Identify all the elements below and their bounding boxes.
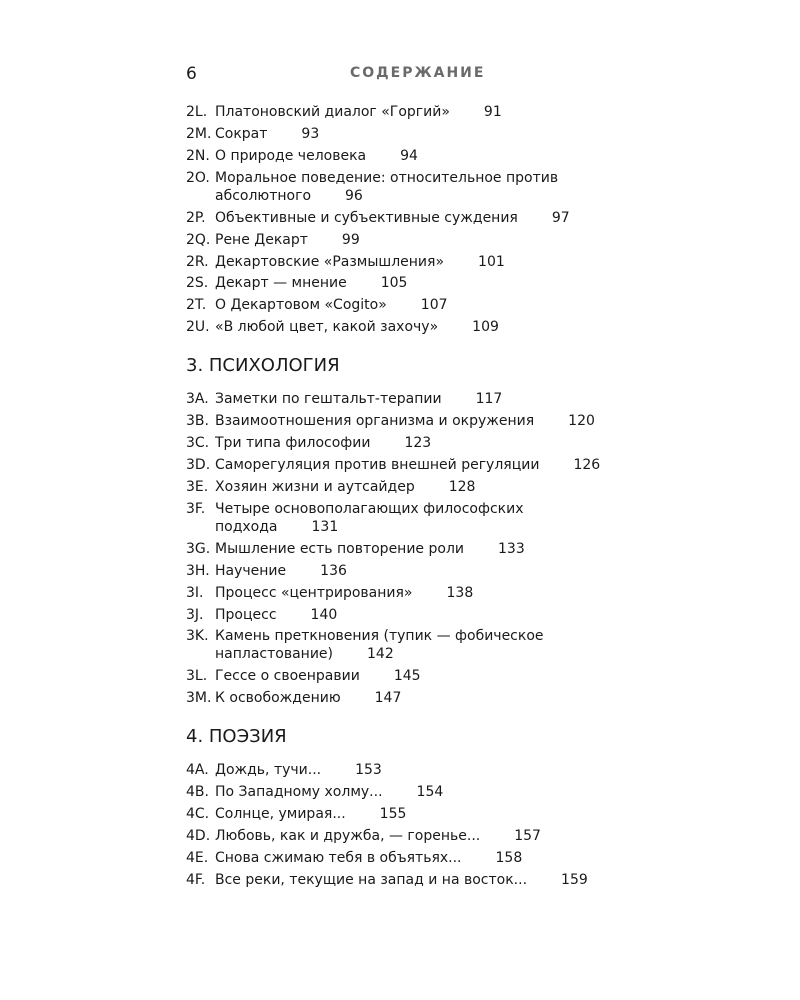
entry-page-number: 99 xyxy=(341,231,360,248)
entry-code: 2P. xyxy=(186,209,206,226)
entry-code: 3D. xyxy=(186,457,211,473)
entry-title-wrap xyxy=(215,435,626,453)
toc-entry xyxy=(186,607,626,625)
entry-page-number: 136 xyxy=(320,562,347,579)
table-of-contents xyxy=(186,104,626,894)
section-heading: 4. ПОЭЗИЯ xyxy=(186,725,287,747)
entry-code: 3B. xyxy=(186,413,209,430)
entry-code: 3M. xyxy=(186,690,212,707)
entry-title-wrap xyxy=(215,210,626,228)
entry-title: Сократ xyxy=(215,125,268,142)
entry-page-number: 157 xyxy=(514,827,541,844)
entry-code: 3J. xyxy=(186,606,204,623)
entry-title-wrap xyxy=(215,391,626,409)
entry-title: Хозяин жизни и аутсайдер xyxy=(215,478,415,495)
entry-title-wrap xyxy=(215,585,626,603)
entry-title: Заметки по гештальт-терапии xyxy=(215,391,442,408)
entry-code: 2T. xyxy=(186,297,207,314)
entry-title: Камень преткновения (тупик — фобическое напластование) xyxy=(215,628,544,663)
entry-page-number: 145 xyxy=(393,668,421,685)
entry-title-wrap xyxy=(215,297,626,315)
entry-code: 3G. xyxy=(186,540,211,557)
entry-page-number: 138 xyxy=(446,584,474,601)
toc-entry xyxy=(186,457,626,475)
entry-code: 2R. xyxy=(186,253,209,270)
entry-title-wrap xyxy=(215,275,626,293)
entry-title: Объективные и субъективные суждения xyxy=(215,209,518,226)
entry-title: Саморегуляция против внешней регуляции xyxy=(215,457,540,473)
entry-title: Снова сжимаю тебя в объятьях... xyxy=(215,849,462,866)
entry-page-number: 147 xyxy=(374,690,402,707)
entry-title: О природе человека xyxy=(215,147,367,164)
entry-code: 3F. xyxy=(186,500,206,517)
toc-entry xyxy=(186,232,626,250)
entry-code: 2N. xyxy=(186,147,210,164)
entry-title: Дождь, тучи... xyxy=(215,761,322,778)
toc-entry xyxy=(186,170,626,205)
entry-page-number: 107 xyxy=(420,297,448,314)
page-number: 6 xyxy=(186,64,197,84)
toc-entry xyxy=(186,479,626,497)
entry-title-wrap xyxy=(215,479,626,497)
entry-page-number: 117 xyxy=(475,391,503,408)
toc-entry xyxy=(186,501,626,536)
section-heading: 3. ПСИХОЛОГИЯ xyxy=(186,355,340,377)
entry-title: Декартовские «Размышления» xyxy=(215,253,445,270)
entry-title-wrap xyxy=(215,563,626,581)
entry-title-wrap xyxy=(215,170,626,205)
entry-title-wrap xyxy=(215,762,626,780)
toc-entry xyxy=(186,690,626,708)
entry-code: 3L. xyxy=(186,668,208,685)
toc-entry xyxy=(186,413,626,431)
toc-entry xyxy=(186,435,626,453)
entry-page-number: 101 xyxy=(478,253,505,270)
entry-code: 3H. xyxy=(186,562,210,579)
toc-entry xyxy=(186,828,626,846)
entry-title: К освобождению xyxy=(215,690,341,707)
entry-title: По Западному холму... xyxy=(215,783,383,800)
entry-title-wrap xyxy=(215,541,626,559)
running-title: СОДЕРЖАНИЕ xyxy=(350,65,486,81)
entry-title-wrap xyxy=(215,319,626,337)
entry-page-number: 96 xyxy=(345,187,363,204)
toc-entry xyxy=(186,275,626,293)
entry-title: Солнце, умирая... xyxy=(215,805,346,822)
toc-entry xyxy=(186,319,626,337)
entry-title: Все реки, текущие на запад и на восток... xyxy=(215,871,528,888)
toc-entry xyxy=(186,668,626,686)
toc-entry xyxy=(186,628,626,663)
entry-title-wrap xyxy=(215,148,626,166)
entry-code: 4A. xyxy=(186,761,209,778)
entry-page-number: 133 xyxy=(498,540,525,557)
entry-title: Мышление есть повторение роли xyxy=(215,540,464,557)
toc-entry xyxy=(186,806,626,824)
toc-entry xyxy=(186,784,626,802)
toc-entry xyxy=(186,126,626,144)
toc-entry xyxy=(186,872,626,890)
entry-page-number: 123 xyxy=(404,435,432,452)
entry-page-number: 97 xyxy=(551,209,570,226)
entry-page-number: 126 xyxy=(573,457,601,473)
entry-page-number: 140 xyxy=(310,606,338,623)
entry-title: «В любой цвет, какой захочу» xyxy=(215,319,439,336)
entry-page-number: 155 xyxy=(379,805,407,822)
entry-code: 3C. xyxy=(186,435,210,452)
entry-title-wrap xyxy=(215,690,626,708)
entry-page-number: 154 xyxy=(416,783,444,800)
entry-code: 2M. xyxy=(186,125,212,142)
entry-page-number: 142 xyxy=(367,646,394,663)
entry-title: Декарт — мнение xyxy=(215,275,347,292)
entry-title-wrap xyxy=(215,457,626,475)
toc-entry xyxy=(186,297,626,315)
entry-code: 3E. xyxy=(186,478,209,495)
entry-title: Четыре основополагающих философских подхода xyxy=(215,500,524,535)
toc-entry xyxy=(186,148,626,166)
entry-title: Взаимоотношения организма и окружения xyxy=(215,413,535,430)
entry-title-wrap xyxy=(215,628,626,663)
entry-title-wrap xyxy=(215,232,626,250)
toc-entry xyxy=(186,210,626,228)
entry-page-number: 91 xyxy=(483,104,502,120)
entry-title: О Декартовом «Cogito» xyxy=(215,297,387,314)
entry-code: 4E. xyxy=(186,849,209,866)
entry-code: 4D. xyxy=(186,827,211,844)
entry-title-wrap xyxy=(215,828,626,846)
entry-title: Моральное поведение: относительное против абсолютного xyxy=(215,169,559,204)
entry-code: 4F. xyxy=(186,871,206,888)
entry-page-number: 105 xyxy=(380,275,408,292)
toc-entry xyxy=(186,850,626,868)
entry-code: 2L. xyxy=(186,104,208,120)
entry-title: Платоновский диалог «Горгий» xyxy=(215,104,450,120)
entry-title-wrap xyxy=(215,126,626,144)
toc-entry xyxy=(186,541,626,559)
entry-code: 2U. xyxy=(186,319,210,336)
entry-title-wrap xyxy=(215,501,626,536)
toc-entry xyxy=(186,104,626,122)
entry-title-wrap xyxy=(215,806,626,824)
toc-entry xyxy=(186,585,626,603)
entry-title: Три типа философии xyxy=(215,435,371,452)
entry-title: Любовь, как и дружба, — горенье... xyxy=(215,827,481,844)
entry-title-wrap xyxy=(215,254,626,272)
entry-title-wrap xyxy=(215,104,626,122)
entry-page-number: 158 xyxy=(495,849,523,866)
entry-page-number: 131 xyxy=(311,518,339,535)
entry-code: 4B. xyxy=(186,783,209,800)
entry-page-number: 128 xyxy=(448,478,476,495)
entry-code: 3K. xyxy=(186,628,209,645)
entry-code: 3I. xyxy=(186,584,204,601)
entry-page-number: 109 xyxy=(472,319,499,336)
entry-page-number: 94 xyxy=(400,147,418,164)
entry-title-wrap xyxy=(215,413,626,431)
entry-title: Гессе о своенравии xyxy=(215,668,360,685)
entry-page-number: 159 xyxy=(561,871,588,888)
entry-title-wrap xyxy=(215,872,626,890)
entry-code: 4C. xyxy=(186,805,210,822)
entry-title-wrap xyxy=(215,607,626,625)
entry-title-wrap xyxy=(215,850,626,868)
entry-title-wrap xyxy=(215,668,626,686)
entry-page-number: 93 xyxy=(301,125,320,142)
entry-code: 3A. xyxy=(186,391,209,408)
entry-title: Процесс «центрирования» xyxy=(215,584,413,601)
toc-entry xyxy=(186,391,626,409)
toc-entry xyxy=(186,762,626,780)
entry-code: 2O. xyxy=(186,169,210,186)
entry-title: Рене Декарт xyxy=(215,231,308,248)
toc-entry xyxy=(186,563,626,581)
entry-title: Научение xyxy=(215,562,287,579)
entry-page-number: 153 xyxy=(355,761,382,778)
toc-entry xyxy=(186,254,626,272)
entry-code: 2S. xyxy=(186,275,209,292)
entry-title-wrap xyxy=(215,784,626,802)
entry-title: Процесс xyxy=(215,606,277,623)
entry-page-number: 120 xyxy=(568,413,595,430)
entry-code: 2Q. xyxy=(186,231,211,248)
